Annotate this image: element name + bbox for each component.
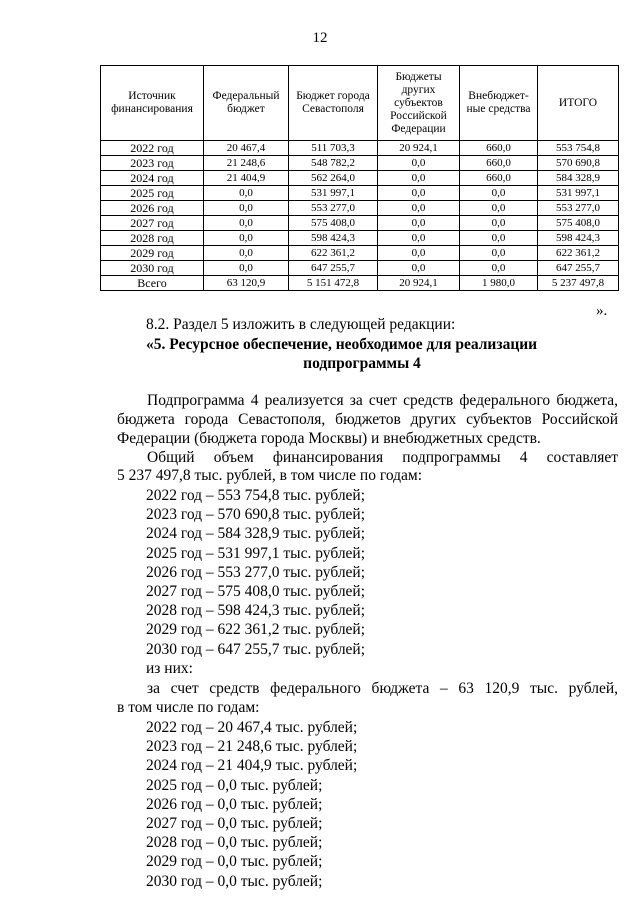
page-number: 12 (312, 30, 328, 46)
table-row (101, 231, 619, 246)
table-cell: 0,0 (204, 231, 289, 246)
table-cell: 0,0 (378, 201, 460, 216)
table-row (101, 261, 619, 276)
table-cell: 20 924,1 (378, 276, 460, 291)
row-label: 2022 год (101, 141, 204, 156)
list-item: 2024 год – 584 328,9 тыс. рублей; (146, 525, 366, 543)
table-row (101, 276, 619, 291)
of-them-label: из них: (146, 660, 193, 677)
table-cell: 660,0 (460, 156, 538, 171)
table-cell: 20 924,1 (378, 141, 460, 156)
table-cell: 5 151 472,8 (289, 276, 378, 291)
list-item: 2030 год – 0,0 тыс. рублей; (146, 872, 323, 890)
section-instruction: 8.2. Раздел 5 изложить в следующей редакции: (146, 316, 456, 333)
table-cell: 575 408,0 (289, 216, 378, 231)
federal-by-year-list (146, 718, 357, 891)
paragraph-2-line-2: 5 237 497,8 тыс. рублей, в том числе по годам: (117, 467, 423, 484)
row-label: 2023 год (101, 156, 204, 171)
table-cell: 553 754,8 (538, 141, 619, 156)
table-row (101, 216, 619, 231)
table-cell: 0,0 (378, 156, 460, 171)
table-cell: 0,0 (378, 261, 460, 276)
list-item: 2029 год – 622 361,2 тыс. рублей; (146, 621, 366, 639)
paragraph-2-line-1: Общий объем финансирования подпрограммы 4 составляет (147, 449, 618, 466)
row-label: 2029 год (101, 246, 204, 261)
list-item: 2022 год – 553 754,8 тыс. рублей; (146, 487, 366, 504)
list-item: 2023 год – 21 248,6 тыс. рублей; (146, 738, 358, 756)
table-cell: 647 255,7 (289, 261, 378, 276)
table-cell: 553 277,0 (289, 201, 378, 216)
header-other-subjects: Бюджеты других субъектов Российской Федерации (378, 66, 460, 141)
section-heading (146, 335, 618, 373)
table-cell: 647 255,7 (538, 261, 619, 276)
table-cell: 622 361,2 (538, 246, 619, 261)
table-cell: 0,0 (204, 216, 289, 231)
list-item: 2024 год – 21 404,9 тыс. рублей; (146, 757, 358, 775)
table-cell: 0,0 (460, 216, 538, 231)
table-header-row (101, 66, 619, 141)
row-label: 2025 год (101, 186, 204, 201)
table-row (101, 201, 619, 216)
table-cell: 660,0 (460, 141, 538, 156)
table-cell: 0,0 (460, 261, 538, 276)
table-cell: 660,0 (460, 171, 538, 186)
list-item: 2027 год – 0,0 тыс. рублей; (146, 815, 323, 833)
paragraph-1: Подпрограмма 4 реализуется за счет средств федерального бюджета, бюджета города Севастополя, бюджетов других субъектов Российской Федерации (бюджета города Москвы) и внебюджетных средств. (117, 392, 618, 447)
header-extrabudgetary: Внебюджет-ные средства (460, 66, 538, 141)
table-cell: 0,0 (204, 201, 289, 216)
quote-end: ». (596, 303, 608, 319)
row-label: 2026 год (101, 201, 204, 216)
table-cell: 0,0 (204, 246, 289, 261)
row-label: 2030 год (101, 261, 204, 276)
table-cell: 0,0 (378, 186, 460, 201)
list-item: 2026 год – 0,0 тыс. рублей; (146, 795, 323, 813)
table-cell: 562 264,0 (289, 171, 378, 186)
table-cell: 0,0 (378, 216, 460, 231)
table-row (101, 186, 619, 201)
list-item: 2029 год – 0,0 тыс. рублей; (146, 853, 323, 871)
table-cell: 0,0 (378, 246, 460, 261)
header-source: Источник финансирования (101, 66, 204, 141)
table-cell: 0,0 (378, 171, 460, 186)
row-label: 2028 год (101, 231, 204, 246)
table-cell: 0,0 (460, 186, 538, 201)
table-cell: 0,0 (204, 186, 289, 201)
table-cell: 0,0 (460, 246, 538, 261)
list-item: 2022 год – 20 467,4 тыс. рублей; (146, 719, 358, 736)
list-item: 2027 год – 575 408,0 тыс. рублей; (146, 583, 366, 601)
table-row (101, 246, 619, 261)
table-cell: 511 703,3 (289, 141, 378, 156)
table-cell: 0,0 (378, 231, 460, 246)
row-label: 2024 год (101, 171, 204, 186)
table-cell: 63 120,9 (204, 276, 289, 291)
table-cell: 570 690,8 (538, 156, 619, 171)
table-cell: 1 980,0 (460, 276, 538, 291)
list-item: 2025 год – 0,0 тыс. рублей; (146, 776, 323, 794)
list-item: 2025 год – 531 997,1 тыс. рублей; (146, 544, 366, 562)
list-item: 2028 год – 598 424,3 тыс. рублей; (146, 602, 366, 620)
list-item: 2030 год – 647 255,7 тыс. рублей; (146, 640, 366, 658)
table-cell: 584 328,9 (538, 171, 619, 186)
list-item: 2023 год – 570 690,8 тыс. рублей; (146, 506, 366, 524)
table-cell: 598 424,3 (538, 231, 619, 246)
total-by-year-list (146, 486, 365, 659)
table-cell: 531 997,1 (538, 186, 619, 201)
table-cell: 553 277,0 (538, 201, 619, 216)
financing-table (100, 65, 619, 291)
table-cell: 531 997,1 (289, 186, 378, 201)
table-cell: 598 424,3 (289, 231, 378, 246)
list-item: 2028 год – 0,0 тыс. рублей; (146, 834, 323, 852)
list-item: 2026 год – 553 277,0 тыс. рублей; (146, 563, 366, 581)
header-federal: Федеральный бюджет (204, 66, 289, 141)
table-cell: 21 404,9 (204, 171, 289, 186)
table-cell: 5 237 497,8 (538, 276, 619, 291)
heading-line-2: подпрограммы 4 (303, 355, 421, 372)
row-label: Всего (101, 276, 204, 291)
table-row (101, 156, 619, 171)
federal-line-2: в том числе по годам: (117, 699, 260, 716)
table-cell: 0,0 (460, 201, 538, 216)
table-row (101, 171, 619, 186)
table-cell: 0,0 (204, 261, 289, 276)
table-cell: 548 782,2 (289, 156, 378, 171)
table-cell: 0,0 (460, 231, 538, 246)
table-cell: 575 408,0 (538, 216, 619, 231)
row-label: 2027 год (101, 216, 204, 231)
table-cell: 21 248,6 (204, 156, 289, 171)
federal-line-1: за счет средств федерального бюджета – 63 120,9 тыс. рублей, (147, 680, 618, 697)
table-cell: 20 467,4 (204, 141, 289, 156)
heading-line-1: «5. Ресурсное обеспечение, необходимое для реализации (146, 336, 538, 353)
table-cell: 622 361,2 (289, 246, 378, 261)
header-total: ИТОГО (538, 66, 619, 141)
table-row (101, 141, 619, 156)
header-sevastopol: Бюджет города Севастополя (289, 66, 378, 141)
